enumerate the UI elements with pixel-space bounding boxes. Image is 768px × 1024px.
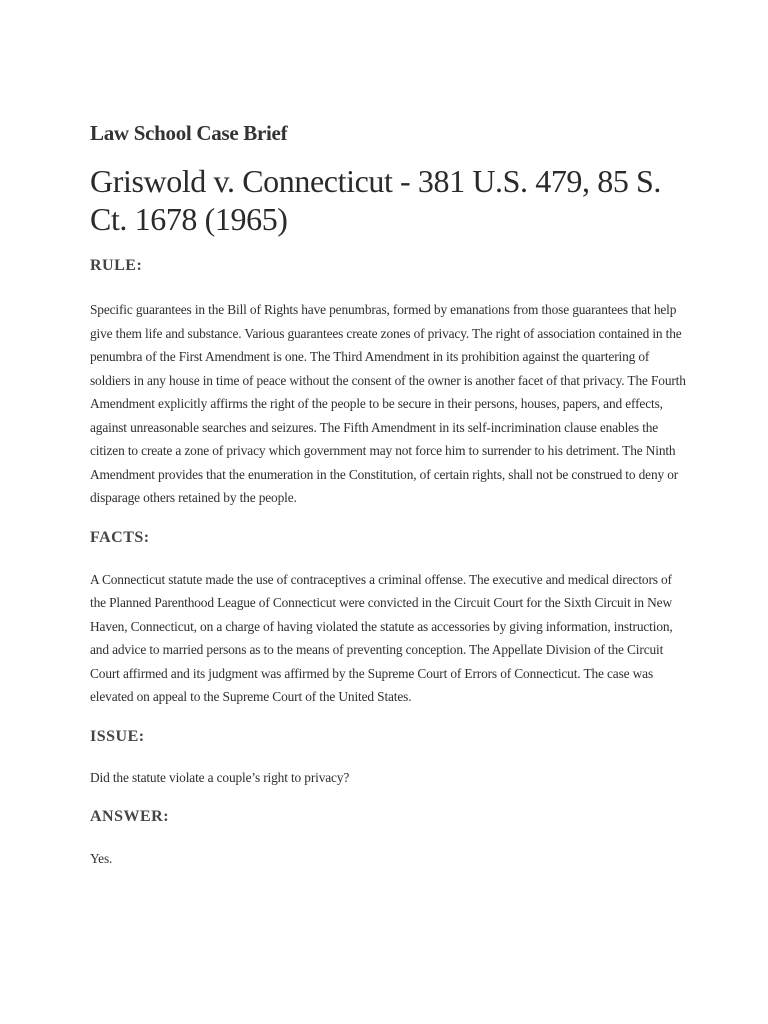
rule-section xyxy=(90,256,690,510)
facts-section xyxy=(90,528,690,709)
case-title: Griswold v. Connecticut - 381 U.S. 479, 85 S. Ct. 1678 (1965) xyxy=(90,163,662,237)
issue-text: Did the statute violate a couple’s right to privacy? xyxy=(90,769,350,785)
rule-heading: RULE: xyxy=(90,257,143,274)
answer-section xyxy=(90,807,690,871)
issue-heading: ISSUE: xyxy=(90,727,145,745)
answer-heading: ANSWER: xyxy=(90,808,170,825)
facts-heading: FACTS: xyxy=(90,528,150,546)
document-kicker: Law School Case Brief xyxy=(90,121,288,145)
facts-text: A Connecticut statute made the use of contraceptives a criminal offense. The executive and medical directors of the Planned Parenthood League of Connecticut were convicted in the Circuit Court for the Sixth Circuit in New Haven, Connecticut, on a charge of having violated the statute as accessories by giving information, instruction, and advice to married persons as to the means of preventing conception. The Appellate Division of the Circuit Court affirmed and its judgment was affirmed by the Supreme Court of Errors of Connecticut. The case was elevated on appeal to the Supreme Court of the United States. xyxy=(90,571,673,704)
issue-section xyxy=(90,727,690,790)
answer-text: Yes. xyxy=(90,851,113,866)
rule-text: Specific guarantees in the Bill of Rights have penumbras, formed by emanations from those guarantees that help give them life and substance. Various guarantees create zones of privacy. The right of association contained in the penumbra of the First Amendment is one. The Third Amendment in its prohibition against the quartering of soldiers in any house in time of peace without the consent of the owner is another facet of that privacy. The Fourth Amendment explicitly affirms the right of the people to be secure in their persons, houses, papers, and effects, against unreasonable searches and seizures. The Fifth Amendment in its self-incrimination clause enables the citizen to create a zone of privacy which government may not force him to surrender to his detriment. The Ninth Amendment provides that the enumeration in the Constitution, of certain rights, shall not be construed to deny or disparage others retained by the people. xyxy=(90,302,686,505)
case-brief-page xyxy=(90,118,690,871)
